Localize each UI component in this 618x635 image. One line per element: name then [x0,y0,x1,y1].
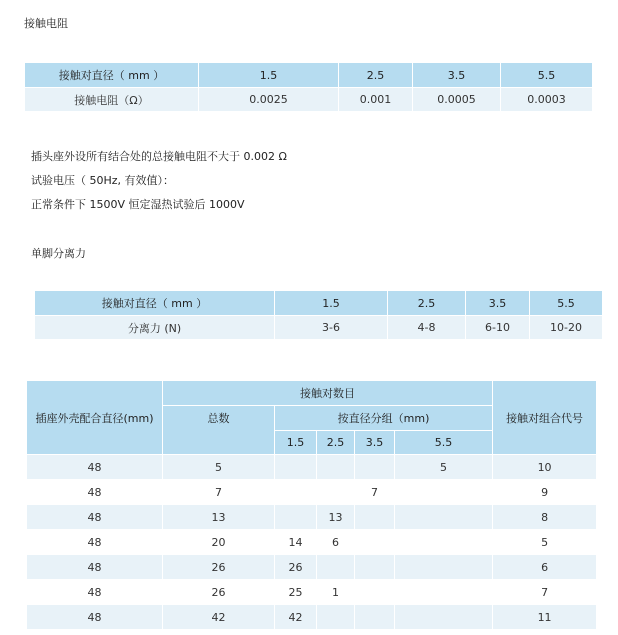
table-row [27,455,597,480]
total-cell: 13 [163,505,275,530]
d35-cell [355,580,395,605]
d35-cell [355,455,395,480]
table-row [27,505,597,530]
total-cell: 26 [163,555,275,580]
header-by-diameter: 按直径分组（mm) [275,406,493,431]
header-diameter-label: 接触对直径（ mm ） [35,291,275,316]
code-cell: 10 [493,455,597,480]
d55-cell [395,555,493,580]
d15-cell [275,480,317,505]
code-cell: 6 [493,555,597,580]
shell-diameter-cell: 48 [27,480,163,505]
d55-cell [395,580,493,605]
d35-cell [355,555,395,580]
diameter-cell: 3.5 [413,63,501,88]
contact-resistance-table [24,62,593,112]
resistance-cell: 0.001 [339,88,413,112]
d15-cell [275,505,317,530]
d25-cell [317,605,355,630]
d55-cell: 5 [395,455,493,480]
d25-cell [317,455,355,480]
total-cell: 20 [163,530,275,555]
header-shell-diameter: 插座外壳配合直径(mm) [27,381,163,455]
d15-cell [275,455,317,480]
note-line: 正常条件下 1500V 恒定湿热试验后 1000V [31,198,245,211]
force-cell: 4-8 [388,316,466,340]
d25-cell: 13 [317,505,355,530]
d15-cell: 42 [275,605,317,630]
diameter-subheader: 3.5 [355,431,395,455]
d55-cell [395,530,493,555]
d15-cell: 14 [275,530,317,555]
table-row [35,291,603,316]
diameter-cell: 1.5 [275,291,388,316]
code-cell: 5 [493,530,597,555]
d35-cell [355,605,395,630]
shell-diameter-cell: 48 [27,505,163,530]
row-resistance-label: 接触电阻（Ω） [25,88,199,112]
force-cell: 3-6 [275,316,388,340]
table-row [27,480,597,505]
separation-force-table [34,290,603,340]
d35-cell [355,505,395,530]
diameter-subheader: 1.5 [275,431,317,455]
separation-force-heading: 单脚分离力 [31,247,86,260]
shell-diameter-cell: 48 [27,605,163,630]
diameter-cell: 2.5 [388,291,466,316]
d25-cell: 1 [317,580,355,605]
diameter-subheader: 2.5 [317,431,355,455]
d25-cell: 6 [317,530,355,555]
table-row [25,88,593,112]
code-cell: 11 [493,605,597,630]
total-cell: 42 [163,605,275,630]
code-cell: 7 [493,580,597,605]
table-row [27,580,597,605]
force-cell: 6-10 [466,316,530,340]
resistance-cell: 0.0025 [199,88,339,112]
d55-cell [395,480,493,505]
table-row [27,605,597,630]
d35-cell [355,530,395,555]
d35-cell: 7 [355,480,395,505]
total-cell: 7 [163,480,275,505]
diameter-cell: 5.5 [501,63,593,88]
table-row [25,63,593,88]
diameter-cell: 2.5 [339,63,413,88]
total-cell: 26 [163,580,275,605]
code-cell: 8 [493,505,597,530]
shell-diameter-cell: 48 [27,555,163,580]
d15-cell: 26 [275,555,317,580]
row-force-label: 分离力 (N) [35,316,275,340]
code-cell: 9 [493,480,597,505]
total-cell: 5 [163,455,275,480]
header-contact-count: 接触对数目 [163,381,493,406]
note-line: 插头座外设所有结合处的总接触电阻不大于 0.002 Ω [31,150,287,163]
shell-diameter-cell: 48 [27,530,163,555]
diameter-subheader: 5.5 [395,431,493,455]
table-row [27,555,597,580]
table-row [35,316,603,340]
header-total: 总数 [163,406,275,455]
diameter-cell: 5.5 [530,291,603,316]
table-row [27,530,597,555]
shell-diameter-cell: 48 [27,455,163,480]
resistance-cell: 0.0003 [501,88,593,112]
diameter-cell: 1.5 [199,63,339,88]
note-line: 试验电压（ 50Hz, 有效值）： [31,174,175,187]
contact-resistance-heading: 接触电阻 [24,17,68,30]
d55-cell [395,605,493,630]
d15-cell: 25 [275,580,317,605]
force-cell: 10-20 [530,316,603,340]
d25-cell [317,480,355,505]
contact-combination-table [26,380,597,630]
header-diameter-label: 接触对直径（ mm ） [25,63,199,88]
table-row [27,381,597,406]
shell-diameter-cell: 48 [27,580,163,605]
header-combination-code: 接触对组合代号 [493,381,597,455]
resistance-cell: 0.0005 [413,88,501,112]
d55-cell [395,505,493,530]
notes-block [31,145,287,217]
d25-cell [317,555,355,580]
diameter-cell: 3.5 [466,291,530,316]
